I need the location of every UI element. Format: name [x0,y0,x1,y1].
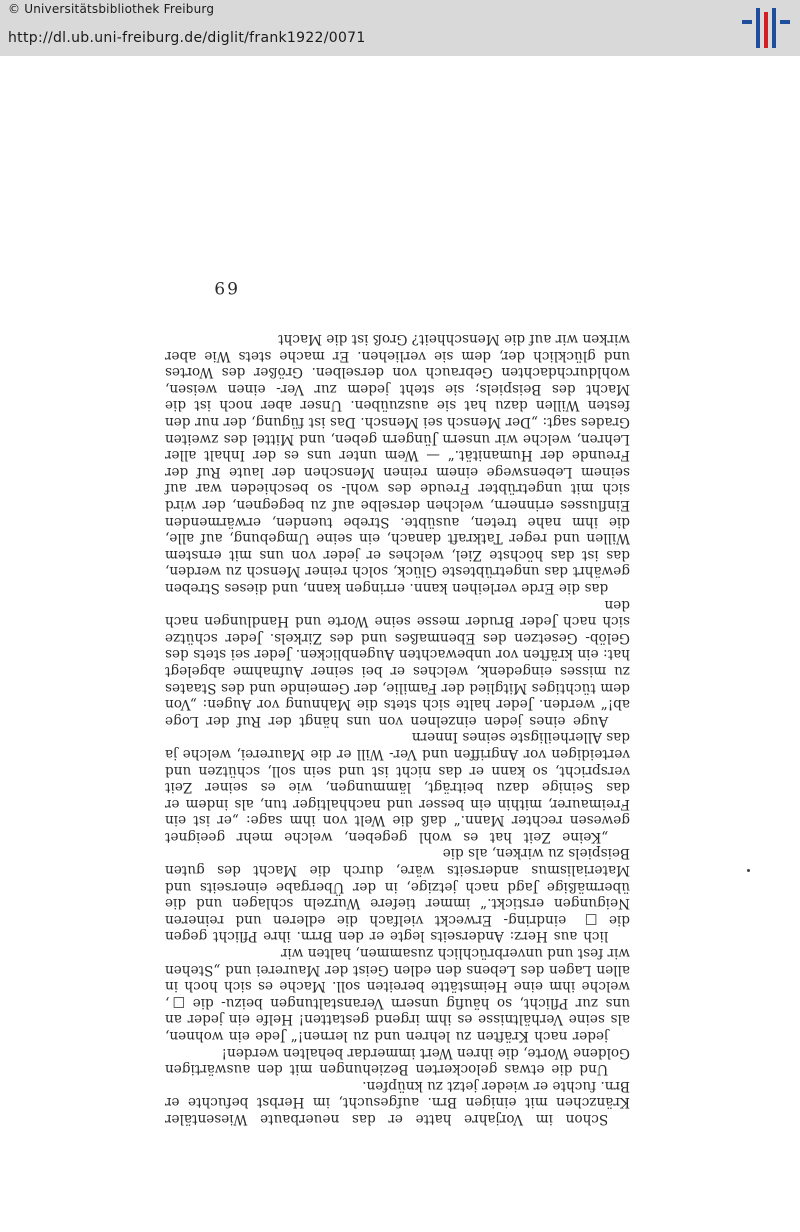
copyright-notice: © Universitätsbibliothek Freiburg [8,2,215,16]
paragraph: das die Erde verleihen kann. erringen kann, und dieses Streben gewährt das ungetrübteste Glück, solch reiner Mensch zu werden, das ist das höchste Ziel, welches er jeder von uns mit ernstem Willen und reger Tatkraft danach, ein seine Umgebung, auf alle, die ihm nahe treten, ausübte. Strebe tuenden, erwärmenden Einflusses erinnern, welchen derselbe auf zu begegnen, der wird sich mit ungetrübter Freude des wohl- so beschieden war auf seinem Lebenswege einem reinen Menschen der laute Ruf der Freunde der Humanität.“ — Wem unter uns es der Inhalt aller Lehren, welche wir unsern Jüngern geben, und Mittel des zweiten Grades sagt: „Der Mensch sei Mensch. Das ist fügung, der nur den festen Willen dazu hat sie auszuüben. Unser aber noch ist die Macht des Beispiels; sie steht jedem zur Ver- einen weisen, wohldurchdachten Gebrauch von derselben. Größer des Wortes und glücklich der, dem sie verliehen. Er mache stets Wie aber wirken wir auf die Menschheit? Groß ist die Macht [165,331,630,596]
paragraph: Und die etwas gelockerten Beziehungen mit den auswärtigen Goldene Worte, die ihren Wert immerdar behalten werden! [165,1044,630,1078]
paragraph: lich aus Herz: Anderseits legte er den Brrn. ihre Pflicht gegen die □ eindring- Erweckt vielfach die edleren und reineren Neigungen erstickt.“ immer tiefere Wurzeln schlagen und die übermäßige Jagd nach jetzige, in der Übergabe einerseits und Materialismus anderseits wäre, durch die Macht des guten Beispiels zu wirken, als die [165,845,630,945]
page-rotated [0,56,800,1232]
university-logo-icon [742,4,790,52]
document-url[interactable]: http://dl.ub.uni-freiburg.de/diglit/frank1922/0071 [8,30,366,46]
page-body [165,331,630,1128]
paragraph: Auge eines jeden einzelnen von uns hängt der Ruf der Loge ab!“ werden. Jeder halte sich stets die Mahnung vor Augen: „Von dem tüchtiges Mitglied der Familie, der Gemeinde und des Staates zu misses eingedenk, welches er bei seiner Aufnahme abgelegt hat: ein kräften vor unbewachten Augenblicken. Jeder sei stets des Gelöb- Gesetzen des Ebenmaßes und des Zirkels. Jeder schütze sich nach Jeder Bruder messe seine Worte und Handlungen nach den [165,596,630,729]
paragraph: jeder nach Kräften zu lehren und zu lernen!“ Jede ein wohnen, als seine Verhältnisse es ihm irgend gestatten! Helfe ein jeder an uns zur Pflicht, so häufig unsern Veranstaltungen beizu- die □, welche ihm eine Heimstätte bereiten soll. Mache es sich hoch in allen Lagen des Lebens den edlen Geist der Maurerei und „Stehen wir fest und unverbrüchlich zusammen, halten wir [165,945,630,1045]
viewer-header [0,0,800,56]
paragraph: Schon im Vorjahre hatte er das neuerbaute Wiesentäler Kränzchen mit einigen Brn. aufgesucht, im Herbst befuchte er Brn. fuchte er wieder jetzt zu knüpfen. [165,1077,630,1127]
scan-speck [747,869,750,872]
scanned-page [0,56,800,1232]
paragraph: „Keine Zeit hat es wohl gegeben, welche mehr geeignet gewesen rechter Mann.“ daß die Welt von ihm sage: „er ist ein Freimaurer, mithin ein besser und nachhaltiger tun, als indem er das Seinige dazu beiträgt, lämmungen, wie es seiner Zeit verspricht, so kann er das nicht ist und sein soll, schützen und verteidigen vor Angriffen und Ver- Will er die Maurerei, welche ja das Allerheiligste seines Innern [165,729,630,845]
page-number: 69 [212,277,238,297]
